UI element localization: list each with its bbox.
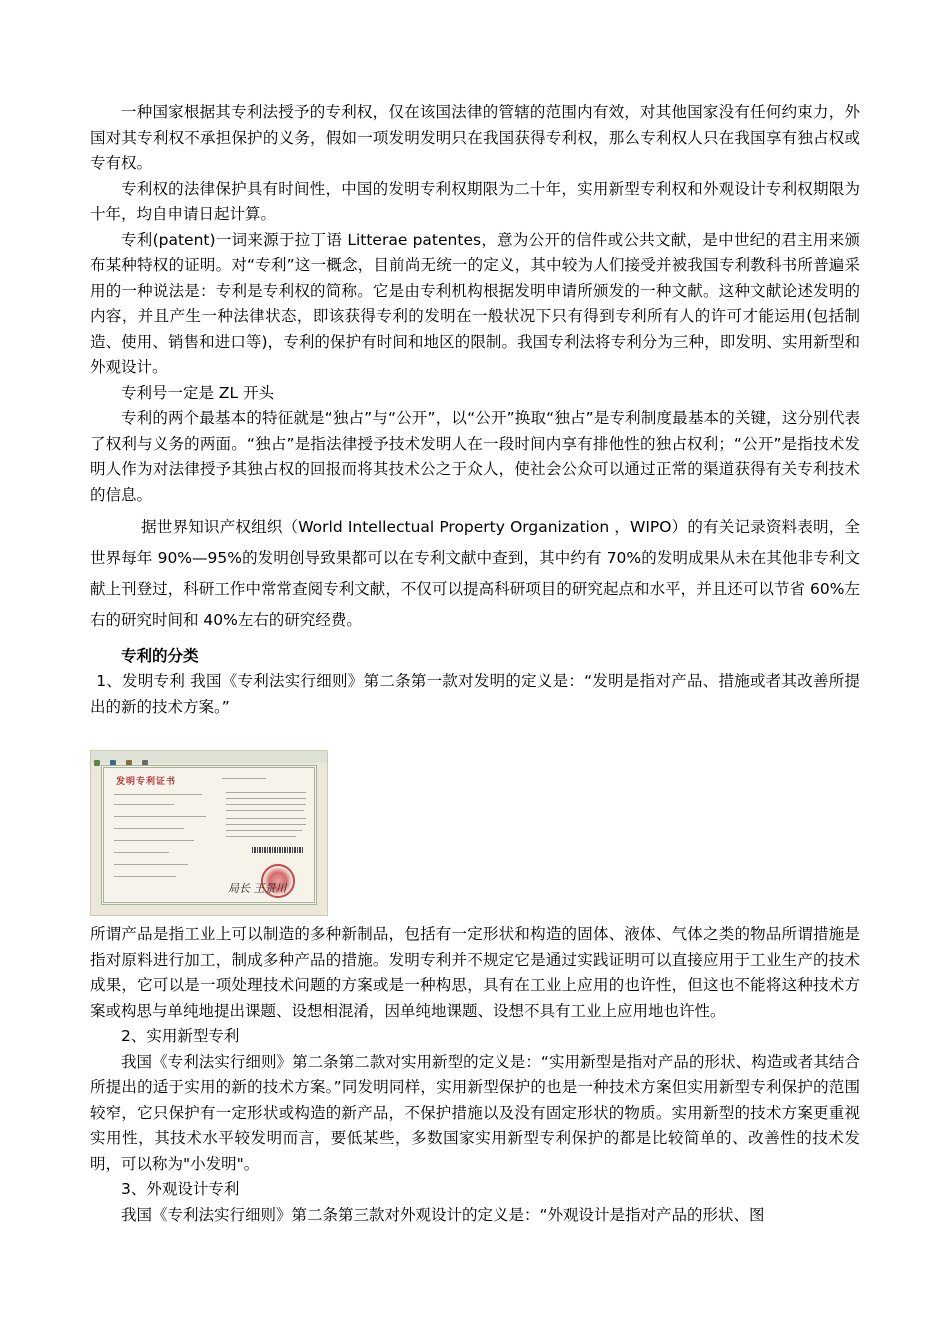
paragraph-territoriality: 一种国家根据其专利法授予的专利权，仅在该国法律的管辖的范围内有效，对其他国家没有任何约束力，外国对其专利权不承担保护的义务，假如一项发明发明只在我国获得专利权，那么专利权人只在我国享有独占权或专有权。 — [90, 103, 860, 172]
text-line — [226, 818, 306, 819]
certificate-title: 发明专利证书 — [116, 777, 177, 787]
paragraph-features: 专利的两个最基本的特征就是“独占”与“公开”，以“公开”换取“独占”是专利制度最基本的关键，这分别代表了权利与义务的两面。“独占”是指法律授予技术发明人在一段时间内享有排他性的独占权利；“公开”是指技术发明人作为对法律授予其独占权的回报而将其技术公之于众人，使社会公众可以通过正常的渠道获得有关专利技术的信息。 — [90, 409, 860, 504]
text-line — [114, 876, 176, 877]
text-line — [226, 804, 306, 805]
section-heading-classification: 专利的分类 — [121, 647, 199, 665]
text-line — [226, 792, 306, 793]
document-page — [90, 100, 860, 1228]
patent-certificate — [90, 750, 328, 916]
text-line — [226, 830, 302, 831]
barcode — [252, 847, 304, 853]
text-line — [114, 794, 202, 795]
text-line — [114, 816, 206, 817]
text-line — [114, 828, 184, 829]
paragraph-wipo: 据世界知识产权组织（World Intellectual Property Organization ，WIPO）的有关记录资料表明，全世界每年 90%—95%的发明创导致果都可以在专利文献中查到，其中约有 70%的发明成果从未在其他非专利文献上刊登过，科研工作中常常查阅专利文献，不仅可以提高科研项目的研究起点和水平，并且还可以节省 60%左右的研究时间和 40%左右的研究经费。 — [90, 518, 860, 629]
paragraph-design: 我国《专利法实行细则》第二条第三款对外观设计的定义是：“外观设计是指对产品的形状、图 — [121, 1205, 765, 1224]
toolbar-icon — [94, 760, 100, 766]
text-line — [114, 840, 194, 841]
list-item-design: 3、外观设计专利 — [121, 1180, 240, 1198]
text-line — [222, 778, 266, 779]
paragraph-patent-number: 专利号一定是 ZL 开头 — [121, 383, 275, 402]
list-item-invention: 1、发明专利 我国《专利法实行细则》第二条第一款对发明的定义是：“发明是指对产品、措施或者其改善所提出的新的技术方案。” — [90, 672, 860, 716]
text-line — [226, 810, 304, 811]
director-signature: 局长 王景川 — [228, 882, 287, 895]
certificate-image — [90, 750, 328, 916]
text-line — [114, 804, 174, 805]
paragraph-definition: 专利(patent)一词来源于拉丁语 Litterae patentes，意为公开的信件或公共文献，是中世纪的君主用来颁布某种特权的证明。对“专利”这一概念，目前尚无统一的定义，其中较为人们接受并被我国专利教科书所普遍采用的一种说法是：专利是专利权的简称。它是由专利机构根据发明申请所颁发的一种文献。这种文献论述发明的内容，并且产生一种法律状态，即该获得专利的发明在一般状况下只有得到专利所有人的许可才能运用(包括制造、使用、销售和进口等)，专利的保护有时间和地区的限制。我国专利法将专利分为三种，即发明、实用新型和外观设计。 — [90, 230, 860, 376]
paragraph-utility-model: 我国《专利法实行细则》第二条第二款对实用新型的定义是：“实用新型是指对产品的形状、构造或者其结合所提出的适于实用的新的技术方案。”同发明同样，实用新型保护的也是一种技术方案但实用新型专利保护的范围较窄，它只保护有一定形状或构造的新产品，不保护措施以及没有固定形状的物质。实用新型的技术方案更重视实用性，其技术水平较发明而言，要低某些，多数国家实用新型专利保护的都是比较简单的、改善性的技术发明，可以称为"小发明"。 — [90, 1052, 860, 1173]
text-line — [114, 852, 169, 853]
text-line — [226, 798, 306, 799]
text-line — [226, 836, 296, 837]
text-line — [114, 864, 188, 865]
paragraph-product-method: 所谓产品是指工业上可以制造的多种新制品，包括有一定形状和构造的固体、液体、气体之类的物品所谓措施是指对原料进行加工，制成多种产品的措施。发明专利并不规定它是通过实践证明可以直接应用于工业生产的技术成果，它可以是一项处理技术问题的方案或是一种构思，具有在工业上应用的也许性，但这也不能将这种技术方案或构思与单纯地提出课题、设想相混淆，因单纯地课题、设想不具有工业上应用地也许性。 — [90, 925, 860, 1020]
image-toolbar — [91, 751, 327, 763]
list-item-utility-model: 2、实用新型专利 — [121, 1027, 240, 1045]
text-line — [226, 824, 306, 825]
paragraph-term: 专利权的法律保护具有时间性，中国的发明专利权期限为二十年，实用新型专利权和外观设计专利权期限为十年，均自申请日起计算。 — [90, 179, 860, 223]
certificate-frame — [101, 765, 317, 905]
